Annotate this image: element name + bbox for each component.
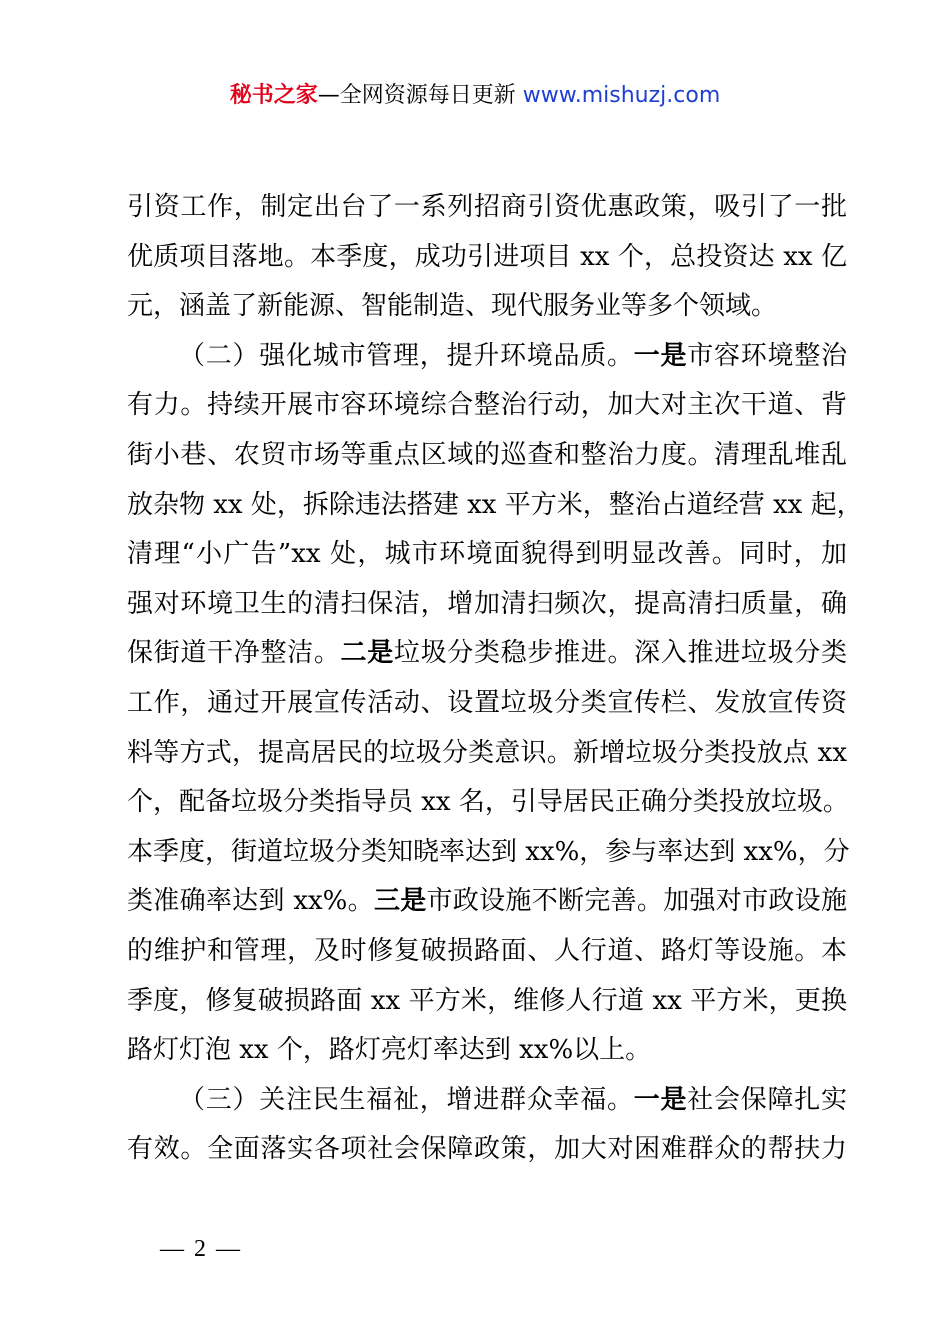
text-line: 街小巷、农贸市场等重点区域的巡查和整治力度。清理乱堆乱 xyxy=(127,439,847,470)
text-line: 个，配备垃圾分类指导员 xx 名，引导居民正确分类投放垃圾。 xyxy=(127,787,849,818)
text-line: 的维护和管理，及时修复破损路面、人行道、路灯等设施。本 xyxy=(127,935,847,966)
text-line: 优质项目落地。本季度，成功引进项目 xx 个，总投资达 xx 亿 xyxy=(127,241,847,272)
text-line: 本季度，街道垃圾分类知晓率达到 xx%，参与率达到 xx%，分 xyxy=(127,836,850,867)
text-line: 元，涵盖了新能源、智能制造、现代服务业等多个领域。 xyxy=(127,291,778,322)
text-line: 工作，通过开展宣传活动、设置垃圾分类宣传栏、发放宣传资 xyxy=(127,687,847,718)
text-line xyxy=(127,629,847,679)
document-body xyxy=(127,183,863,1175)
text-run: 市容环境整治 xyxy=(687,340,847,371)
bold-run: 三是 xyxy=(373,886,427,917)
page-number: — 2 — xyxy=(160,1236,242,1262)
watermark-url: www.mishuzj.com xyxy=(522,83,721,108)
text-run: 社会保障扎实 xyxy=(687,1084,847,1115)
text-run: （二）强化城市管理，提升环境品质。 xyxy=(179,340,634,371)
bold-run: 一是 xyxy=(633,1084,688,1115)
text-line: 强对环境卫生的清扫保洁，增加清扫频次，提高清扫质量，确 xyxy=(127,588,847,619)
watermark-tagline: —全网资源每日更新 xyxy=(317,83,516,108)
bold-run: 一是 xyxy=(633,340,688,371)
text-run: 类准确率达到 xx%。 xyxy=(127,886,374,917)
text-run: （三）关注民生福祉，增进群众幸福。 xyxy=(179,1084,634,1115)
site-watermark xyxy=(0,80,950,112)
text-line: 引资工作，制定出台了一系列招商引资优惠政策，吸引了一批 xyxy=(127,192,847,222)
text-line: 路灯灯泡 xx 个，路灯亮灯率达到 xx%以上。 xyxy=(127,1035,652,1066)
text-run: 保街道干净整洁。 xyxy=(127,638,341,669)
text-line: 清理“小广告”xx 处，城市环境面貌得到明显改善。同时，加 xyxy=(127,539,847,570)
text-run: 垃圾分类稳步推进。深入推进垃圾分类 xyxy=(393,638,847,669)
text-run: 市政设施不断完善。加强对市政设施 xyxy=(426,886,847,917)
text-line: 季度，修复破损路面 xx 平方米，维修人行道 xx 平方米，更换 xyxy=(127,985,847,1016)
text-line: 放杂物 xx 处，拆除违法搭建 xx 平方米，整治占道经营 xx 起， xyxy=(127,489,863,520)
watermark-brand: 秘书之家 xyxy=(229,83,318,108)
bold-run: 二是 xyxy=(340,638,394,669)
text-line xyxy=(127,1076,847,1126)
text-line: 有力。持续开展市容环境综合整治行动，加大对主次干道、背 xyxy=(127,390,847,421)
text-line: 有效。全面落实各项社会保障政策，加大对困难群众的帮扶力 xyxy=(127,1134,847,1165)
text-line xyxy=(127,877,847,927)
text-line: 料等方式，提高居民的垃圾分类意识。新增垃圾分类投放点 xx xyxy=(127,737,847,768)
text-line xyxy=(127,332,847,382)
